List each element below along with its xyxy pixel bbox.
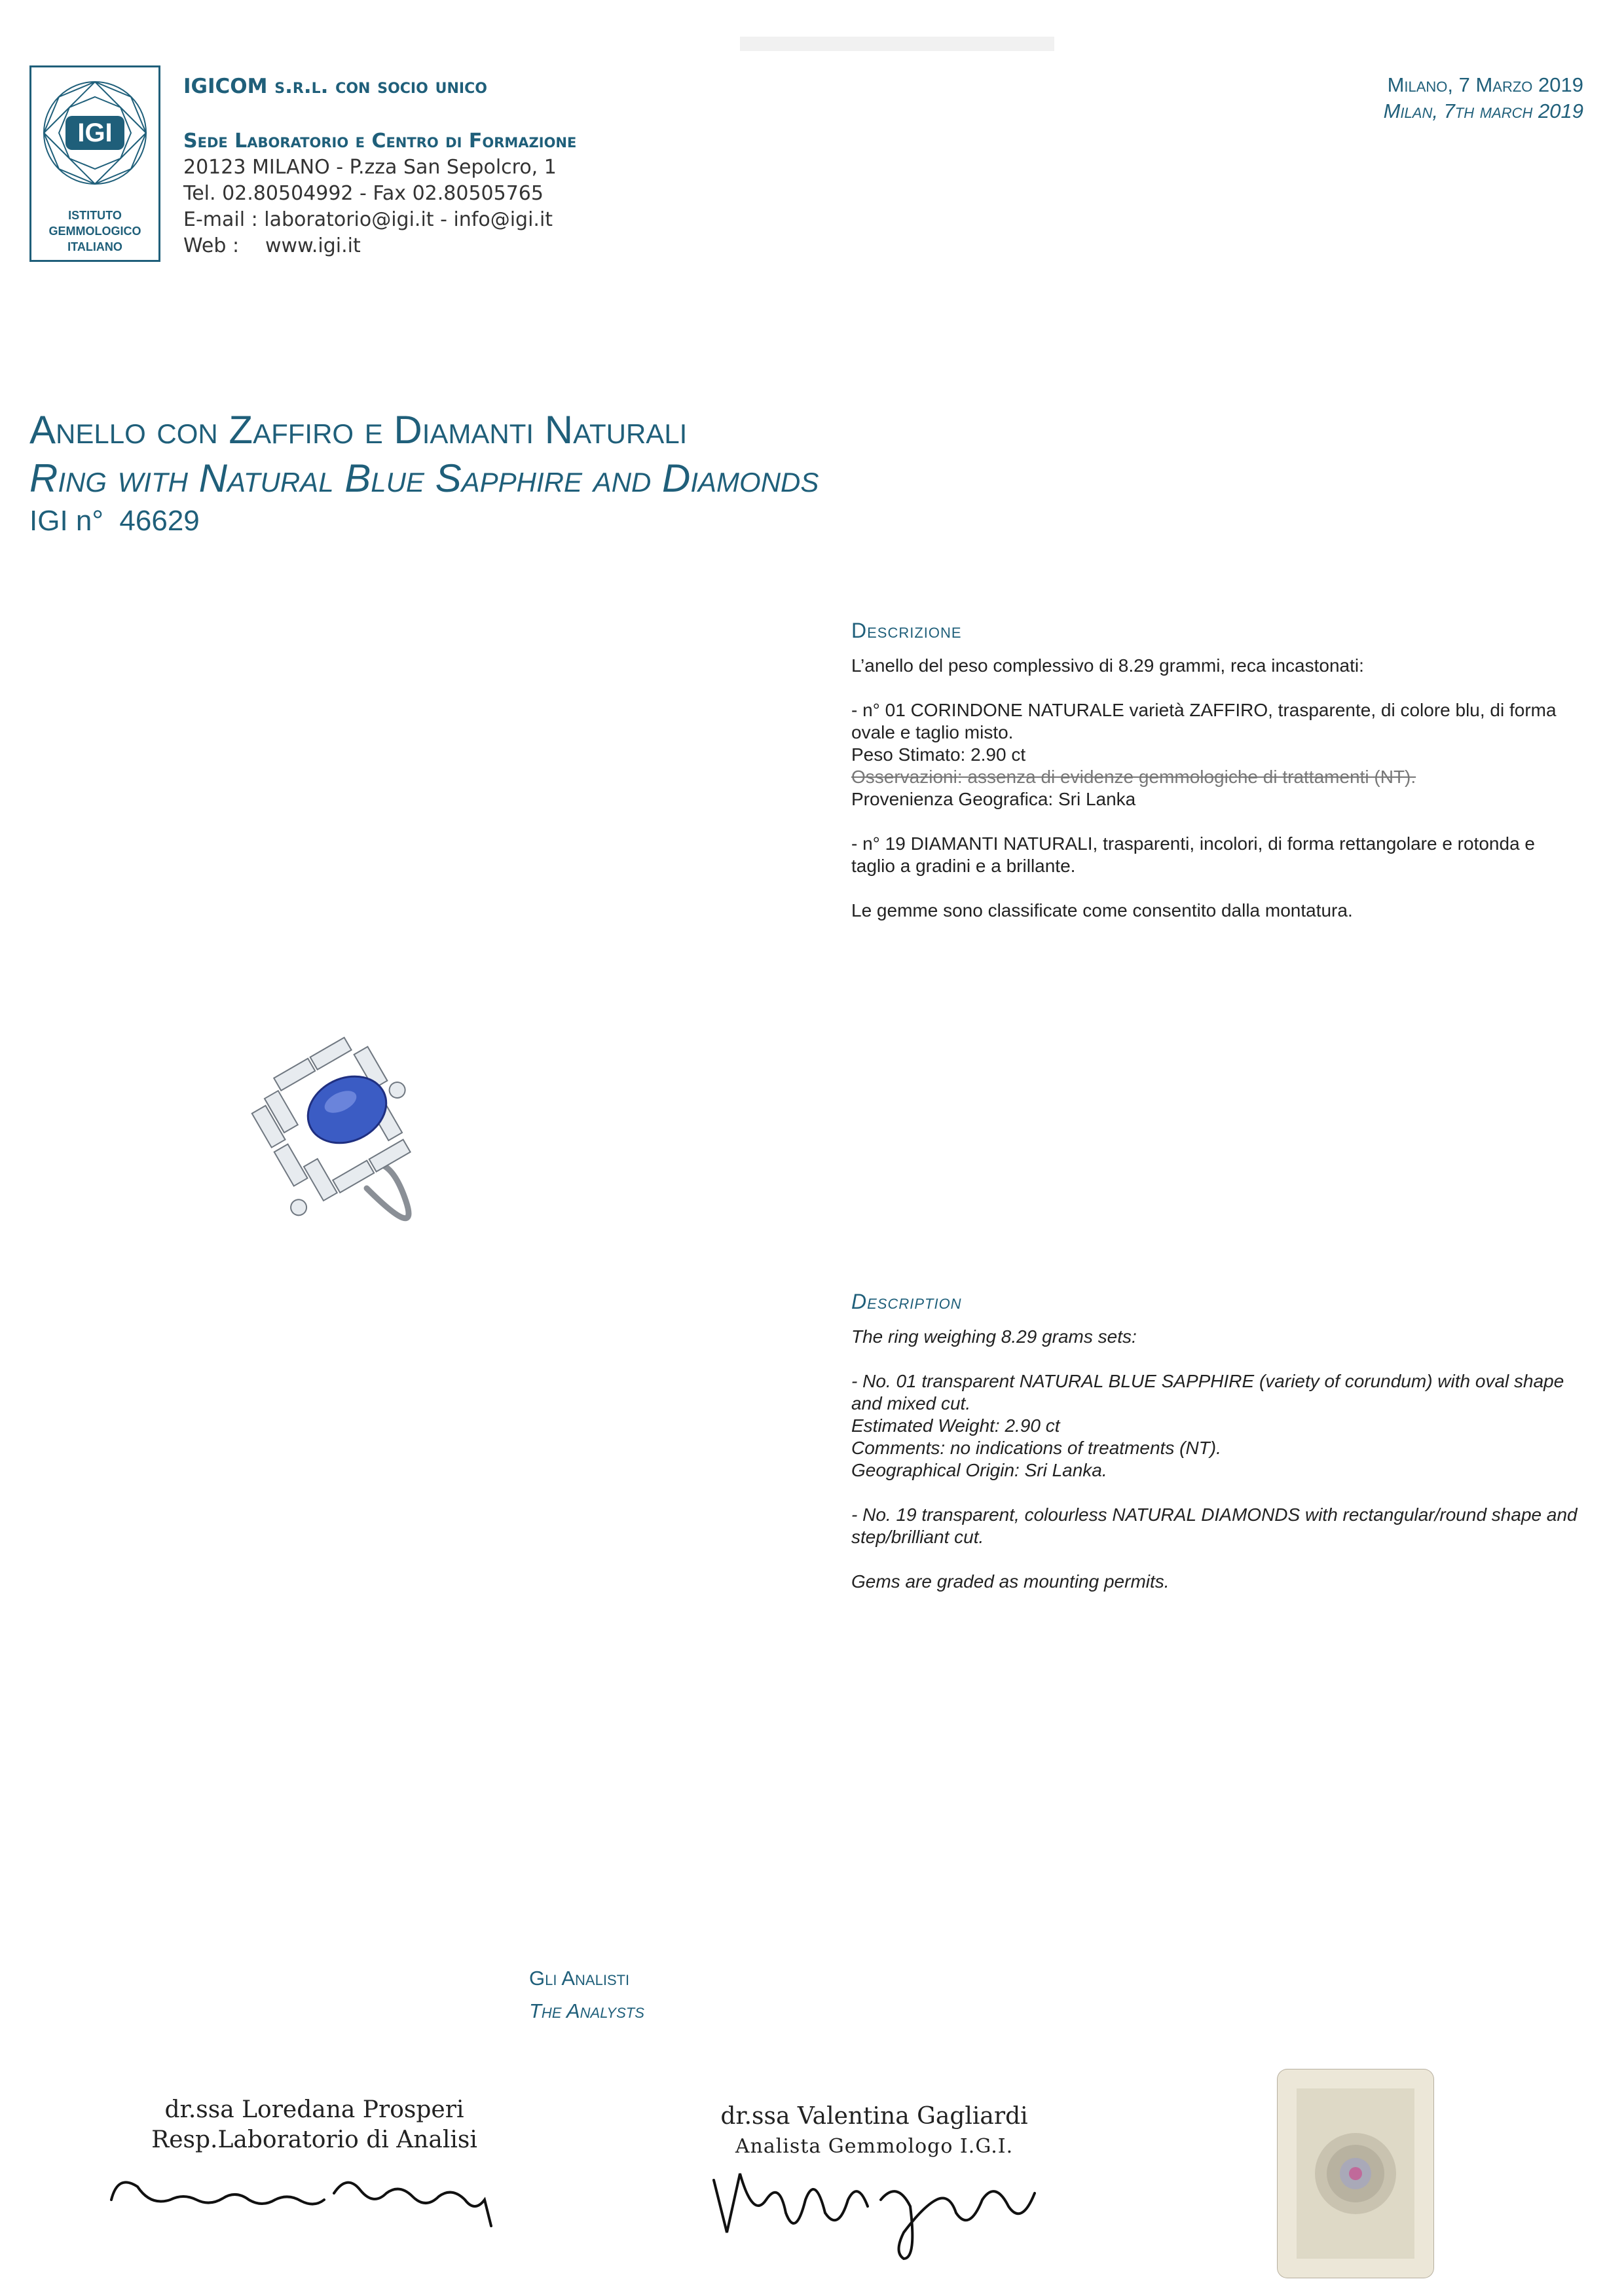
desc-it-origin: Provenienza Geografica: Sri Lanka (851, 789, 1136, 809)
lab-web-row (183, 233, 576, 259)
description-it-heading: Descrizione (851, 619, 962, 642)
web-label: Web : (183, 234, 240, 257)
desc-en-note: Gems are graded as mounting permits. (851, 1571, 1170, 1592)
lab-web: www.igi.it (265, 234, 361, 257)
analyst-1 (131, 2095, 498, 2155)
analysts-heading (529, 1962, 644, 2028)
desc-en-intro: The ring weighing 8.29 grams sets: (851, 1326, 1137, 1347)
lab-phone: Tel. 02.80504992 - Fax 02.80505765 (183, 182, 544, 205)
desc-en-stone2: - No. 19 transparent, colourless NATURAL DIAMONDS with rectangular/round shape and step/brilliant cut. (851, 1504, 1578, 1547)
lab-title: Sede Laboratorio e Centro di Formazione (183, 130, 577, 153)
certificate-number-label: IGI n° (29, 505, 103, 537)
certificate-title (29, 406, 819, 539)
analysts-heading-it: Gli Analisti (529, 1967, 630, 1990)
lab-header (183, 73, 576, 259)
analyst-2-name: dr.ssa Valentina Gagliardi (720, 2103, 1028, 2130)
desc-en-weight: Estimated Weight: 2.90 ct (851, 1415, 1060, 1436)
hologram-seal (1277, 2069, 1434, 2278)
description-it (851, 619, 1578, 944)
analysts-heading-en: The Analysts (529, 1999, 644, 2022)
scan-mark (740, 31, 1054, 60)
desc-it-weight: Peso Stimato: 2.90 ct (851, 744, 1026, 765)
date-it: Milano, 7 Marzo 2019 (1387, 73, 1583, 96)
analyst-1-role: Resp.Laboratorio di Analisi (151, 2126, 477, 2153)
certificate-date (1384, 72, 1583, 124)
description-en-heading: Description (851, 1290, 962, 1313)
company-name: IGICOM s.r.l. con socio unico (183, 75, 487, 98)
lab-address: 20123 MILANO - P.zza San Sepolcro, 1 (183, 156, 557, 179)
ring-photo (242, 1025, 458, 1241)
desc-it-stone1: - n° 01 CORINDONE NATURALE varietà ZAFFIRO, trasparente, di colore blu, di forma ovale e taglio misto. (851, 700, 1557, 742)
analyst-1-signature (98, 2160, 504, 2232)
title-en: Ring with Natural Blue Sapphire and Diamonds (29, 456, 819, 500)
description-en (851, 1290, 1578, 1615)
desc-it-observations: Osservazioni: assenza di evidenze gemmologiche di trattamenti (NT). (851, 767, 1416, 787)
certificate-number-row (29, 503, 819, 539)
desc-en-origin: Geographical Origin: Sri Lanka. (851, 1460, 1107, 1480)
analyst-2 (688, 2102, 1061, 2162)
title-it: Anello con Zaffiro e Diamanti Naturali (29, 408, 688, 452)
analyst-2-signature (707, 2160, 1048, 2265)
date-en: Milan, 7th march 2019 (1383, 100, 1583, 122)
desc-it-note: Le gemme sono classificate come consentito dalla montatura. (851, 900, 1353, 920)
desc-en-stone1: - No. 01 transparent NATURAL BLUE SAPPHIRE (variety of corundum) with oval shape and mixed cut. (851, 1371, 1564, 1413)
lab-email: E-mail : laboratorio@igi.it - info@igi.it (183, 208, 553, 231)
desc-en-comments: Comments: no indications of treatments (NT). (851, 1438, 1221, 1458)
analyst-1-name: dr.ssa Loredana Prosperi (164, 2096, 464, 2123)
logo-caption: ISTITUTO GEMMOLOGICO ITALIANO (48, 209, 141, 253)
logo-text: IGI (77, 118, 113, 147)
certificate-number: 46629 (119, 505, 200, 537)
analyst-2-role: Analista Gemmologo I.G.I. (735, 2135, 1014, 2158)
desc-it-intro: L’anello del peso complessivo di 8.29 grammi, reca incastonati: (851, 655, 1364, 676)
desc-it-stone2: - n° 19 DIAMANTI NATURALI, trasparenti, incolori, di forma rettangolare e rotonda e taglio a gradini e a brillante. (851, 833, 1535, 876)
igi-logo (29, 65, 160, 262)
